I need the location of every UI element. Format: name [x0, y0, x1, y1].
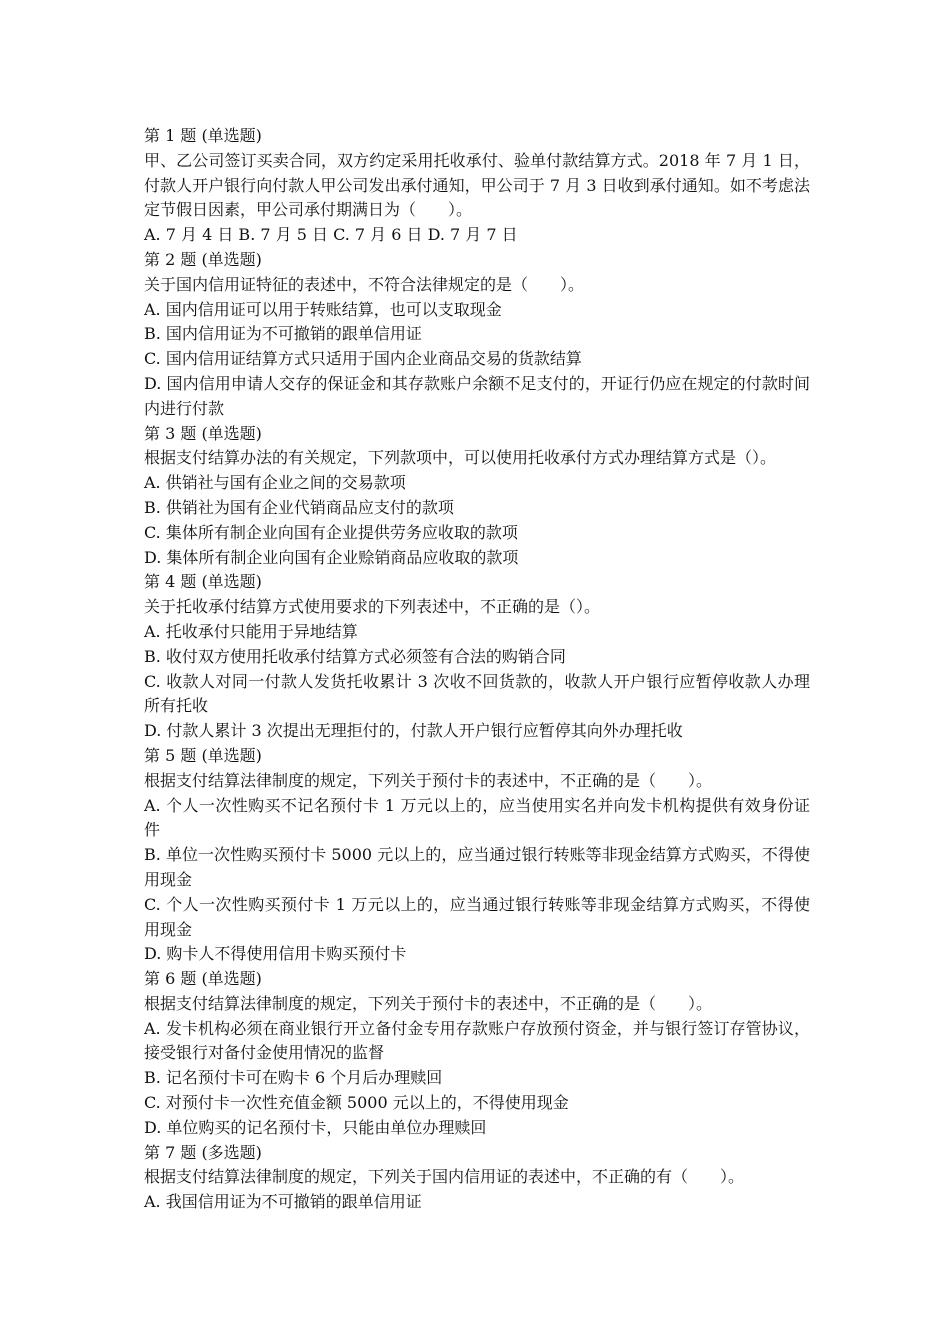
question-header: 第 5 题 (单选题): [144, 745, 262, 765]
question-1: [144, 124, 810, 248]
question-option: B. 收付双方使用托收承付结算方式必须签有合法的购销合同: [144, 646, 566, 666]
question-stem: 关于托收承付结算方式使用要求的下列表述中，不正确的是（）。: [144, 597, 601, 617]
question-3: [144, 422, 810, 571]
question-option: C. 个人一次性购买预付卡 1 万元以上的，应当通过银行转账等非现金结算方式购买，不得使用现金: [144, 894, 810, 939]
question-option: A. 个人一次性购买不记名预付卡 1 万元以上的，应当使用实名并向发卡机构提供有效身份证件: [144, 795, 810, 840]
question-option: D. 付款人累计 3 次提出无理拒付的，付款人开户银行应暂停其向外办理托收: [144, 721, 683, 741]
question-option: C. 对预付卡一次性充值金额 5000 元以上的，不得使用现金: [144, 1093, 569, 1113]
question-header: 第 7 题 (多选题): [144, 1142, 262, 1162]
question-option: B. 单位一次性购买预付卡 5000 元以上的，应当通过银行转账等非现金结算方式购买，不得使用现金: [144, 845, 810, 889]
question-7: [144, 1141, 810, 1215]
question-stem: 根据支付结算法律制度的规定，下列关于国内信用证的表述中，不正确的有（ ）。: [144, 1167, 745, 1187]
question-option: A. 供销社与国有企业之间的交易款项: [144, 473, 406, 493]
question-stem: 根据支付结算法律制度的规定，下列关于预付卡的表述中，不正确的是（ ）。: [144, 770, 713, 790]
question-option: A. 国内信用证可以用于转账结算，也可以支取现金: [144, 299, 502, 319]
question-option: D. 集体所有制企业向国有企业赊销商品应收取的款项: [144, 547, 519, 567]
question-option: A. 托收承付只能用于异地结算: [144, 621, 358, 641]
question-header: 第 1 题 (单选题): [144, 126, 262, 145]
question-option: D. 购卡人不得使用信用卡购买预付卡: [144, 944, 407, 964]
question-option: C. 国内信用证结算方式只适用于国内企业商品交易的货款结算: [144, 349, 582, 369]
question-4: [144, 570, 810, 744]
question-option: C. 收款人对同一付款人发货托收累计 3 次收不回货款的，收款人开户银行应暂停收款人办理所有托收: [144, 671, 810, 716]
question-option: A. 7 月 4 日 B. 7 月 5 日 C. 7 月 6 日 D. 7 月 7 日: [144, 225, 518, 245]
question-option: B. 国内信用证为不可撤销的跟单信用证: [144, 324, 422, 344]
question-option: C. 集体所有制企业向国有企业提供劳务应收取的款项: [144, 522, 518, 542]
question-option: D. 国内信用申请人交存的保证金和其存款账户余额不足支付的，开证行仍应在规定的付款时间内进行付款: [144, 373, 810, 418]
question-stem: 甲、乙公司签订买卖合同，双方约定采用托收承付、验单付款结算方式。2018 年 7 月 1 日，付款人开户银行向付款人甲公司发出承付通知，甲公司于 7 月 3 日收到承付通知。如不考虑法定节假日因素，甲公司承付期满日为（ ）。: [144, 150, 810, 220]
question-option: D. 单位购买的记名预付卡，只能由单位办理赎回: [144, 1117, 487, 1137]
question-header: 第 3 题 (单选题): [144, 423, 262, 443]
question-header: 第 2 题 (单选题): [144, 249, 262, 269]
question-stem: 根据支付结算办法的有关规定，下列款项中，可以使用托收承付方式办理结算方式是（）。: [144, 448, 777, 468]
question-header: 第 4 题 (单选题): [144, 572, 262, 592]
question-option: A. 发卡机构必须在商业银行开立备付金专用存款账户存放预付资金，并与银行签订存管协议，接受银行对备付金使用情况的监督: [144, 1018, 810, 1063]
question-6: [144, 967, 810, 1141]
question-option: A. 我国信用证为不可撤销的跟单信用证: [144, 1192, 422, 1212]
question-stem: 根据支付结算法律制度的规定，下列关于预付卡的表述中，不正确的是（ ）。: [144, 993, 713, 1013]
question-option: B. 记名预付卡可在购卡 6 个月后办理赎回: [144, 1068, 443, 1088]
question-5: [144, 744, 810, 967]
question-list: [144, 124, 810, 1215]
question-2: [144, 248, 810, 422]
question-header: 第 6 题 (单选题): [144, 969, 262, 989]
question-stem: 关于国内信用证特征的表述中，不符合法律规定的是（ ）。: [144, 274, 585, 294]
question-option: B. 供销社为国有企业代销商品应支付的款项: [144, 497, 454, 517]
